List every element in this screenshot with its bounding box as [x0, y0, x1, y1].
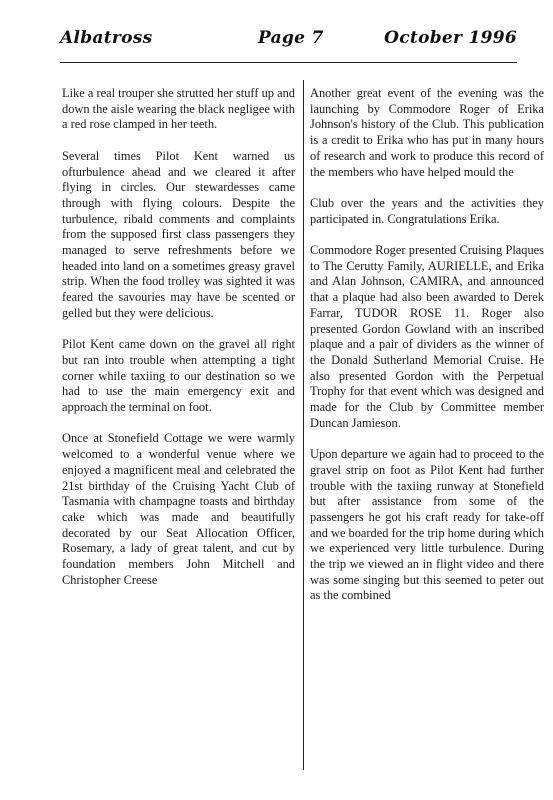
publication-title: Albatross: [60, 28, 153, 48]
right-column: [310, 86, 544, 620]
issue-date: October 1996: [384, 28, 517, 48]
paragraph: Once at Stonefield Cottage we were warmly welcomed to a wonderful venue where we enjoyed a magnificent meal and celebrated the 21st birthday of the Cruising Yacht Club of Tasmania with champagne toasts and birthday cake which was made and beautifully decorated by our Seat Allocation Officer, Rosemary, a lady of great talent, and cut by foundation members John Mitchell and Christopher Creese: [62, 431, 295, 587]
header-rule: [60, 62, 517, 63]
paragraph: Upon departure we again had to proceed to the gravel strip on foot as Pilot Kent had further trouble with the taxiing runway at Stonefield but after assistance from some of the passengers he got his craft ready for take-off and we boarded for the trip home during which we experienced very little turbulence. During the trip we viewed an in flight video and there was some singing but this seemed to peter out as the combined: [310, 447, 544, 603]
paragraph: Like a real trouper she strutted her stuff up and down the aisle wearing the black negligee with a red rose clamped in her teeth.: [62, 86, 295, 132]
paragraph: Pilot Kent came down on the gravel all right but ran into trouble when attempting a tight corner while taxiing to our destination so we had to use the main emergency exit and approach the terminal on foot.: [62, 337, 295, 415]
left-column: [62, 86, 295, 604]
page-number: Page 7: [258, 28, 324, 48]
paragraph: Another great event of the evening was the launching by Commodore Roger of Erika Johnson's history of the Club. This publication is a credit to Erika who has put in many hours of research and work to produce this record of the members who have helped mould the: [310, 86, 544, 179]
paragraph: Several times Pilot Kent warned us ofturbulence ahead and we cleared it after flying in circles. Our stewardesses came through with flying colours. Despite the turbulence, ribald comments and complaints from the supposed first class passengers they managed to serve refreshments before we headed into land on a sometimes greasy gravel strip. When the food trolley was sighted it was feared the savouries may have be scented or gelled but they were delicious.: [62, 148, 295, 320]
page-header: [60, 28, 517, 58]
paragraph: Commodore Roger presented Cruising Plaques to The Cerutty Family, AURIELLE, and Erika and Alan Johnson, CAMIRA, and announced that a plaque had also been awarded to Derek Farrar, TUDOR ROSE 11. Roger also presented Gordon Gowland with an inscribed plaque and a pair of dividers as the winner of the Donald Sutherland Memorial Cruise. He also presented Gordon with the Perpetual Trophy for that event which was designed and made for the Club by Committee member Duncan Jamieson.: [310, 243, 544, 430]
paragraph: Club over the years and the activities they participated in. Congratulations Erika.: [310, 195, 544, 226]
column-divider: [303, 80, 304, 770]
